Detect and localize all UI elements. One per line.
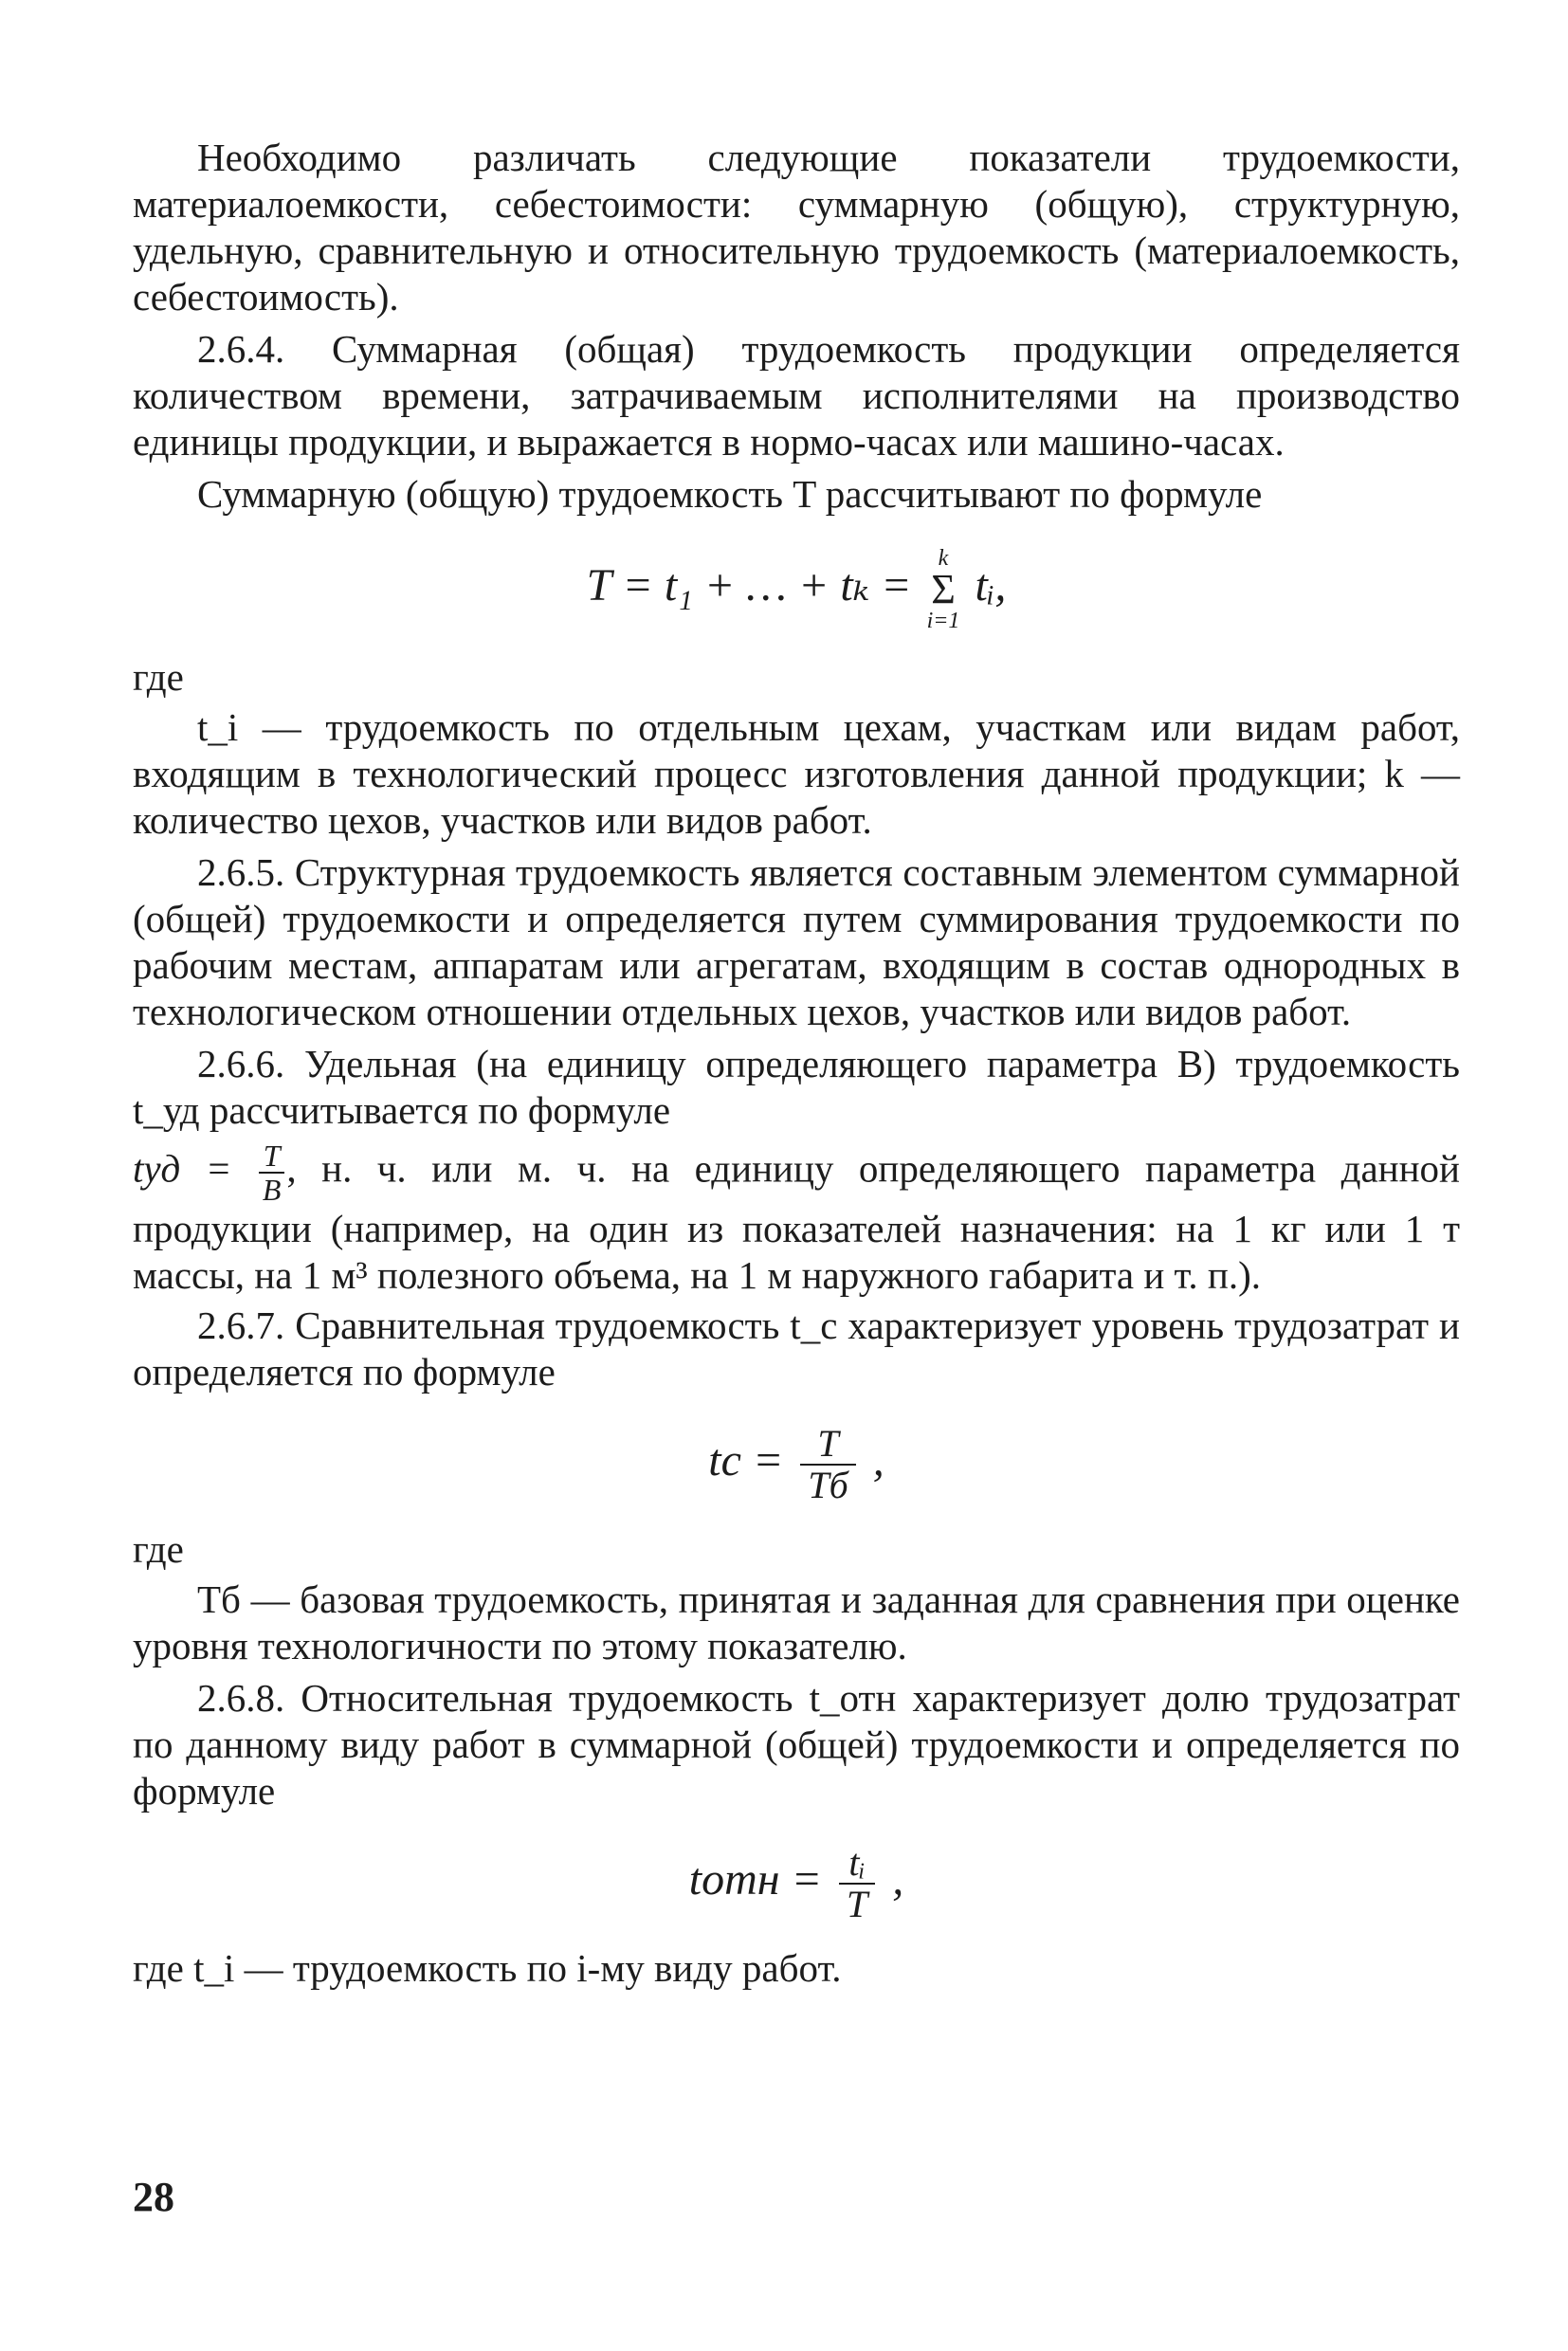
paragraph: 2.6.7. Сравнительная трудоемкость t_c характеризует уровень трудозатрат и определяется по формуле <box>133 1303 1460 1394</box>
numerator: T <box>259 1139 285 1174</box>
paragraph: Суммарную (общую) трудоемкость T рассчитывают по формуле <box>197 472 1263 516</box>
formula-total-labor <box>133 546 1460 633</box>
formula-comparative-labor <box>133 1424 1460 1505</box>
formula-lhs: tотн = <box>688 1854 822 1905</box>
paragraph: t_i — трудоемкость по отдельным цехам, участкам или видам работ, входящим в технологический процесс изготовления данной продукции; k — количество цехов, участков или видов работ. <box>133 705 1460 842</box>
text-column <box>133 135 1460 1996</box>
formula-right: tᵢ, <box>975 560 1007 611</box>
denominator: T <box>846 1883 868 1925</box>
where-label: где <box>133 1527 184 1571</box>
denominator: B <box>262 1173 282 1207</box>
sum-operator <box>927 546 960 633</box>
formula-left: T = t₁ + … + tₖ = <box>586 560 912 611</box>
page-number: 28 <box>133 2174 174 2220</box>
formula-tail: , <box>872 1435 884 1486</box>
formula-tail: , <box>892 1854 904 1905</box>
formula-specific-labor: tуд = $\frac{T}{B}$ , н. ч. или м. ч. на единицу определяющего параметра данной продукции (например, на один из показателей назначения: на 1 кг или 1 т массы, на 1 м³ полезного объема, на 1 м наружного габарита и т. п.). <box>133 1139 1460 1297</box>
numerator: T <box>800 1424 855 1466</box>
sum-upper: k <box>938 546 949 571</box>
formula-relative-labor <box>133 1843 1460 1924</box>
sum-sign: Σ <box>931 566 956 612</box>
denominator: Tб <box>808 1464 848 1506</box>
fraction <box>839 1843 875 1924</box>
formula-lhs: tс = <box>708 1435 784 1486</box>
fraction <box>259 1139 285 1206</box>
numerator: tᵢ <box>839 1843 875 1885</box>
paragraph: 2.6.5. Структурная трудоемкость является составным элементом суммарной (общей) трудоемкости и определяется путем суммирования трудоемкости по рабочим местам, аппаратам или агрегатам, входящим в состав однородных в технологическом отношении отдельных цехов, участков или видов работ. <box>133 850 1460 1033</box>
where-label: где <box>133 655 184 699</box>
paragraph: Необходимо различать следующие показатели трудоемкости, материалоемкости, себестоимости: суммарную (общую), структурную, удельную, сравнительную и относительную трудоемкость (материалоемкость, себестоимость). <box>133 136 1460 319</box>
fraction <box>800 1424 855 1505</box>
formula-text: н. ч. или м. ч. на единицу определяющего параметра данной продукции (например, на один из показателей назначения: на 1 кг или 1 т массы, на 1 м³ полезного объема, на 1 м наружного габарита и т. п.). <box>133 1146 1460 1297</box>
paragraph: где t_i — трудоемкость по i-му виду работ. <box>133 1946 842 1990</box>
sum-lower: i=1 <box>926 609 960 633</box>
paragraph: 2.6.8. Относительная трудоемкость t_отн характеризует долю трудозатрат по данному виду работ в суммарной (общей) трудоемкости и определяется по формуле <box>133 1676 1460 1813</box>
paragraph: 2.6.6. Удельная (на единицу определяющего параметра B) трудоемкость t_уд рассчитывается по формуле <box>133 1042 1460 1132</box>
paragraph: Tб — базовая трудоемкость, принятая и заданная для сравнения при оценке уровня технологичности по этому показателю. <box>133 1577 1460 1668</box>
paragraph: 2.6.4. Суммарная (общая) трудоемкость продукции определяется количеством времени, затрачиваемым исполнителями на производство единицы продукции, и выражается в нормо-часах или машино-часах. <box>133 327 1460 464</box>
formula-lhs: tуд = <box>133 1146 232 1191</box>
